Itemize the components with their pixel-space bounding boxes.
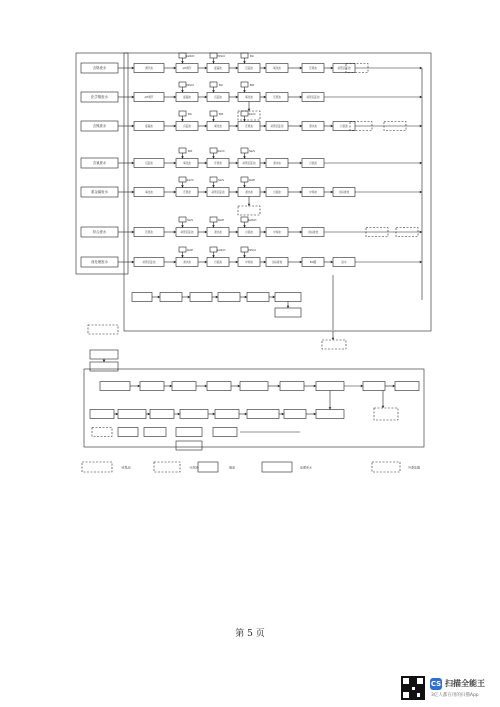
- arrow-head: [243, 185, 246, 187]
- arrow-head: [393, 385, 395, 388]
- chemical-annotation: NaClO: [186, 179, 194, 182]
- source-label: 含镍废水: [92, 124, 107, 129]
- arrow-head: [243, 156, 246, 158]
- dosing-box: [241, 177, 248, 182]
- legend-swatch: [262, 462, 292, 472]
- process-box: [374, 408, 398, 420]
- arrow-head: [300, 125, 302, 128]
- arrow-head: [132, 125, 134, 128]
- process-box: [176, 428, 202, 437]
- arrow-head: [158, 296, 160, 299]
- node-label: 斜管沉淀池: [306, 96, 320, 99]
- arrow-head: [264, 231, 266, 234]
- dosing-box: [241, 111, 248, 116]
- dosing-box: [210, 53, 217, 58]
- node-label: 还原池: [273, 96, 281, 99]
- process-box: [280, 382, 304, 391]
- arrow-head: [300, 67, 302, 70]
- process-box: [240, 382, 268, 391]
- scanner-logo-icon: CS: [430, 680, 442, 688]
- chemical-annotation: H2SO4: [217, 55, 225, 58]
- arrow-head: [205, 67, 207, 70]
- node-label: RO膜: [309, 261, 317, 264]
- process-box: [92, 428, 112, 437]
- arrow-head: [236, 191, 238, 194]
- arrow-head: [132, 162, 134, 165]
- arrow-head: [236, 162, 238, 165]
- legend-swatch: [372, 462, 400, 472]
- arrow-head: [174, 96, 176, 99]
- process-box: [284, 410, 306, 419]
- process-box: [140, 382, 164, 391]
- arrow-head: [212, 156, 215, 158]
- arrow-head: [420, 231, 422, 234]
- arrow-head: [181, 185, 184, 187]
- node-label: 中和池: [309, 191, 317, 194]
- dosing-box: [179, 217, 186, 222]
- node-label: 还原池: [214, 162, 222, 165]
- process-box: [160, 293, 182, 302]
- arrow-head: [170, 385, 172, 388]
- legend-label: 处理单元: [299, 465, 313, 470]
- legend-swatch: [154, 462, 180, 472]
- arrow-head: [329, 407, 332, 409]
- arrow-head: [264, 191, 266, 194]
- arrow-head: [331, 67, 333, 70]
- dosing-box: [241, 148, 248, 153]
- node-label: 污泥池: [340, 125, 348, 128]
- arrow-head: [188, 296, 190, 299]
- arrow-head: [332, 338, 335, 340]
- node-label: pH调节: [144, 96, 154, 99]
- process-box: [100, 382, 130, 391]
- arrow-head: [248, 109, 251, 111]
- chemical-annotation: Na2SO3: [247, 219, 257, 222]
- legend-label: 污泥池: [189, 465, 199, 470]
- source-label: 重金属废水: [91, 190, 108, 195]
- node-label: 还原池: [309, 67, 317, 70]
- process-box: [215, 410, 239, 419]
- dosing-box: [179, 247, 186, 252]
- arrow-head: [420, 67, 422, 70]
- arrow-head: [331, 261, 333, 264]
- process-box: [118, 428, 138, 437]
- node-label: 污泥池: [245, 231, 253, 234]
- arrow-head: [212, 185, 215, 187]
- chemical-annotation: PAM: [218, 113, 224, 116]
- process-box: [213, 428, 237, 437]
- arrow-head: [212, 255, 215, 257]
- node-label: 达标排放: [307, 231, 319, 234]
- process-box: [218, 293, 240, 302]
- dosing-box: [241, 247, 248, 252]
- dosing-box: [210, 217, 217, 222]
- arrow-head: [248, 204, 251, 206]
- process-box: [90, 362, 118, 371]
- arrow-head: [300, 96, 302, 99]
- process-box: [395, 382, 419, 391]
- node-label: 混凝池: [145, 125, 153, 128]
- node-label: 氧化池: [245, 96, 253, 99]
- arrow-head: [116, 413, 118, 416]
- arrow-head: [205, 125, 207, 128]
- arrow-head: [238, 385, 240, 388]
- process-box: [316, 410, 344, 419]
- arrow-head: [300, 191, 302, 194]
- node-label: 沉淀池: [245, 67, 253, 70]
- process-box: [316, 382, 344, 391]
- legend-label: 收集池: [121, 465, 131, 470]
- arrow-head: [382, 406, 385, 408]
- arrow-head: [264, 67, 266, 70]
- node-label: 还原池: [183, 191, 191, 194]
- process-box: [90, 350, 118, 359]
- chemical-annotation: PAC: [249, 55, 255, 58]
- dosing-box: [210, 111, 217, 116]
- connector-box: [88, 325, 118, 334]
- arrow-head: [132, 261, 134, 264]
- bottom-process-frame: [84, 369, 424, 447]
- process-box: [207, 382, 231, 391]
- legend-label: 储池: [228, 465, 236, 470]
- arrow-head: [361, 385, 363, 388]
- arrow-head: [300, 261, 302, 264]
- arrow-head: [181, 225, 184, 227]
- source-label: 前处理废水: [91, 260, 108, 265]
- arrow-head: [216, 296, 218, 299]
- arrow-head: [264, 261, 266, 264]
- process-box: [190, 293, 212, 302]
- scanner-app-name: 扫描全能王: [445, 679, 485, 688]
- page-number: 第 5 页: [235, 629, 265, 639]
- arrow-head: [132, 67, 134, 70]
- arrow-head: [314, 413, 316, 416]
- arrow-head: [174, 67, 176, 70]
- node-label: 沉淀池: [214, 96, 222, 99]
- arrow-head: [212, 90, 215, 92]
- arrow-head: [331, 125, 333, 128]
- arrow-head: [287, 306, 290, 308]
- process-box: [118, 410, 146, 419]
- process-box: [275, 308, 301, 317]
- chemical-annotation: Na2SO3: [185, 55, 195, 58]
- legend-label: 外委处置: [407, 465, 421, 470]
- chemical-annotation: PAM: [249, 84, 255, 87]
- node-label: 清水池: [183, 261, 191, 264]
- arrow-head: [205, 231, 207, 234]
- arrow-head: [236, 261, 238, 264]
- arrow-head: [243, 255, 246, 257]
- chemical-annotation: Na2S: [249, 150, 255, 153]
- scanner-app-slogan: 3亿人都在用的扫描App: [431, 693, 479, 698]
- arrow-head: [331, 191, 333, 194]
- arrow-head: [264, 162, 266, 165]
- dosing-box: [179, 177, 186, 182]
- node-label: 斜管沉淀池: [142, 261, 156, 264]
- arrow-head: [420, 96, 422, 99]
- sludge-box: [238, 206, 260, 215]
- arrow-head: [212, 119, 215, 121]
- node-label: 混凝池: [214, 67, 222, 70]
- arrow-head: [212, 61, 215, 63]
- arrow-head: [212, 225, 215, 227]
- arrow-head: [181, 61, 184, 63]
- node-label: 还原池: [245, 125, 253, 128]
- arrow-head: [148, 413, 150, 416]
- node-label: 污泥池: [214, 261, 222, 264]
- node-label: 清水池: [273, 162, 281, 165]
- arrow-head: [178, 413, 180, 416]
- node-label: 沉淀池: [183, 125, 191, 128]
- process-box: [275, 293, 301, 302]
- arrow-head: [174, 231, 176, 234]
- arrow-head: [243, 90, 246, 92]
- legend-swatch: [82, 462, 112, 472]
- chemical-annotation: NaClO: [248, 113, 256, 116]
- node-label: 还原池: [145, 231, 153, 234]
- arrow-head: [264, 125, 266, 128]
- arrow-head: [174, 162, 176, 165]
- dosing-box: [210, 148, 217, 153]
- arrow-head: [132, 191, 134, 194]
- arrow-head: [236, 67, 238, 70]
- node-label: 斜管沉淀池: [242, 162, 256, 165]
- node-label: 达标排放: [338, 191, 350, 194]
- arrow-head: [264, 96, 266, 99]
- chemical-annotation: Na2S: [218, 179, 224, 182]
- dosing-box: [210, 82, 217, 87]
- process-box: [172, 382, 196, 391]
- arrow-head: [174, 191, 176, 194]
- dosing-box: [179, 111, 186, 116]
- source-label: 含氰废水: [92, 161, 107, 166]
- node-label: 污泥池: [273, 191, 281, 194]
- arrow-head: [300, 162, 302, 165]
- arrow-head: [236, 125, 238, 128]
- process-box: [247, 410, 279, 419]
- process-box: [150, 410, 174, 419]
- chemical-annotation: NaOH: [217, 219, 225, 222]
- process-box: [132, 293, 152, 302]
- arrow-head: [213, 413, 215, 416]
- chemical-annotation: PAC: [187, 113, 193, 116]
- chemical-annotation: PAC: [218, 84, 224, 87]
- node-label: 清水池: [214, 231, 222, 234]
- node-label: 沉淀池: [145, 162, 153, 165]
- arrow-head: [243, 119, 246, 121]
- dosing-box: [241, 53, 248, 58]
- chemical-annotation: NaOH: [186, 249, 194, 252]
- process-box: [90, 410, 114, 419]
- arrow-head: [181, 156, 184, 158]
- node-label: 浓水: [341, 261, 347, 264]
- dosing-box: [241, 82, 248, 87]
- dosing-box: [179, 148, 186, 153]
- legend-swatch: [198, 462, 218, 472]
- process-box: [144, 428, 166, 437]
- source-label: 含铬废水: [92, 66, 107, 71]
- arrow-head: [205, 261, 207, 264]
- process-box: [247, 293, 269, 302]
- node-label: 斜管沉淀池: [270, 125, 284, 128]
- chemical-annotation: NaClO: [217, 150, 225, 153]
- source-label: 化学镍废水: [91, 95, 108, 100]
- node-label: 斜管沉淀池: [211, 191, 225, 194]
- node-label: 斜管沉淀池: [337, 67, 351, 70]
- arrow-head: [243, 225, 246, 227]
- process-box: [363, 382, 385, 391]
- process-box: [176, 441, 202, 450]
- arrow-head: [420, 162, 422, 165]
- node-label: 氧化池: [145, 191, 153, 194]
- chemical-annotation: NaOH: [248, 179, 256, 182]
- chemical-annotation: Na2SO3: [216, 249, 226, 252]
- chemical-annotation: H2SO4: [186, 84, 194, 87]
- arrow-head: [174, 125, 176, 128]
- arrow-head: [243, 61, 246, 63]
- chemical-annotation: PAM: [187, 150, 193, 153]
- process-box: [180, 410, 208, 419]
- arrow-head: [236, 96, 238, 99]
- node-label: 斜管沉淀池: [180, 231, 194, 234]
- arrow-head: [420, 191, 422, 194]
- arrow-head: [181, 90, 184, 92]
- arrow-head: [273, 296, 275, 299]
- qr-code-icon: [401, 676, 425, 700]
- arrow-head: [181, 255, 184, 257]
- dosing-box: [179, 82, 186, 87]
- arrow-head: [138, 385, 140, 388]
- arrow-head: [103, 360, 106, 362]
- node-label: 清水池: [245, 191, 253, 194]
- node-label: 污泥池: [309, 162, 317, 165]
- node-label: 混凝池: [183, 96, 191, 99]
- node-label: 中和池: [245, 261, 253, 264]
- arrow-head: [314, 385, 316, 388]
- arrow-head: [236, 231, 238, 234]
- arrow-head: [420, 261, 422, 264]
- arrow-head: [181, 119, 184, 121]
- node-label: pH调节: [182, 67, 192, 70]
- arrow-head: [205, 191, 207, 194]
- arrow-head: [278, 385, 280, 388]
- source-label: 综合废水: [92, 230, 107, 235]
- arrow-head: [174, 261, 176, 264]
- arrow-head: [282, 413, 284, 416]
- arrow-head: [245, 296, 247, 299]
- chemical-annotation: Na2S: [187, 219, 193, 222]
- arrow-head: [205, 96, 207, 99]
- node-label: 中和池: [273, 231, 281, 234]
- arrow-head: [205, 385, 207, 388]
- dosing-box: [210, 177, 217, 182]
- node-label: 氧化池: [183, 162, 191, 165]
- arrow-head: [420, 125, 422, 128]
- node-label: 氧化池: [273, 67, 281, 70]
- connector-box: [322, 340, 346, 349]
- node-label: 清水池: [309, 125, 317, 128]
- arrow-head: [245, 413, 247, 416]
- arrow-head: [132, 96, 134, 99]
- node-label: 达标排放: [271, 261, 283, 264]
- arrow-head: [132, 231, 134, 234]
- chemical-annotation: H2SO4: [248, 249, 256, 252]
- arrow-head: [300, 231, 302, 234]
- node-label: 调节池: [145, 67, 153, 70]
- node-label: 氧化池: [214, 125, 222, 128]
- arrow-head: [205, 162, 207, 165]
